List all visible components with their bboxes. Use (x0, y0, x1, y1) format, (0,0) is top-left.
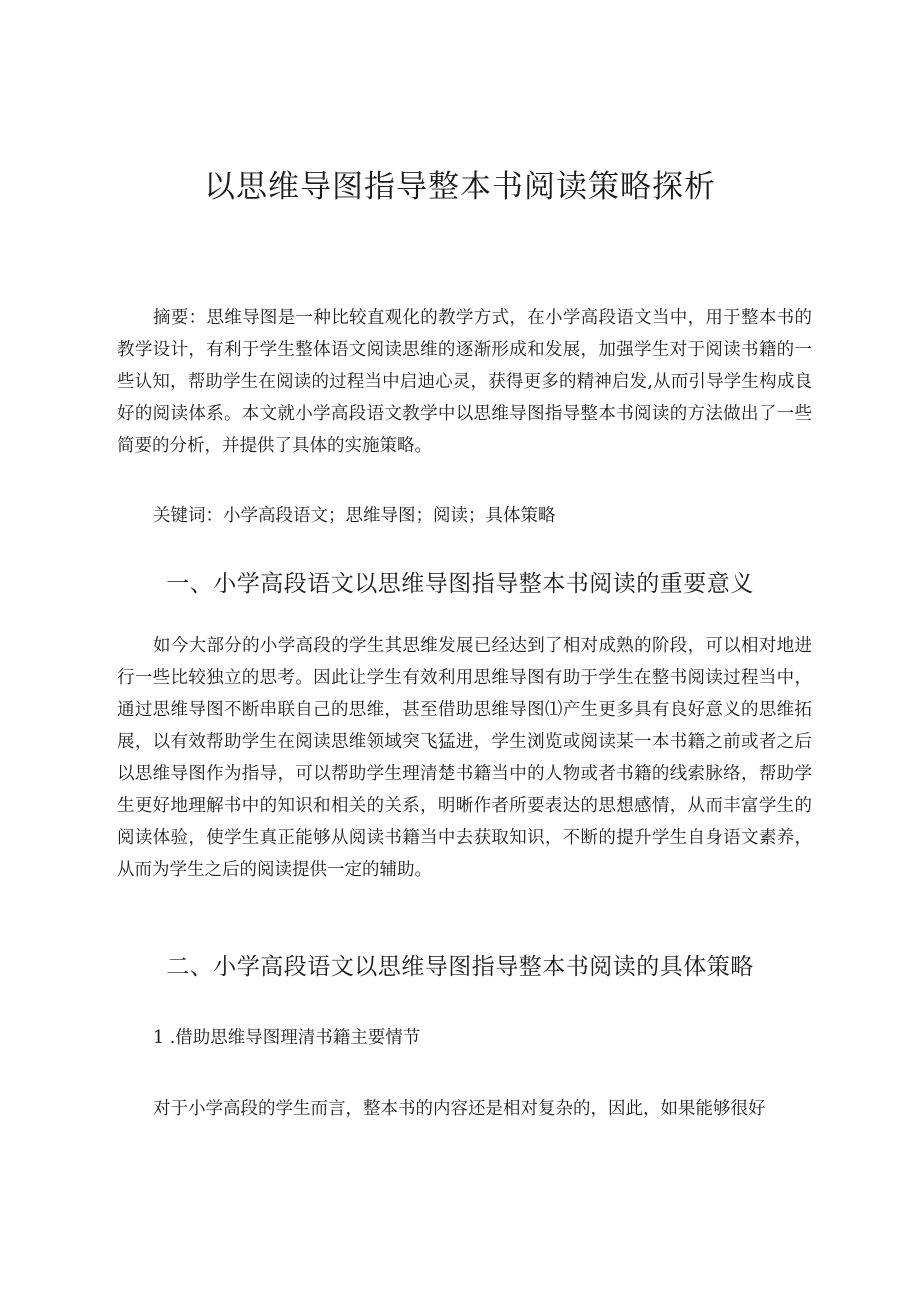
abstract-paragraph: 摘要：思维导图是一种比较直观化的教学方式，在小学高段语文当中，用于整本书的教学设计，有利于学生整体语文阅读思维的逐渐形成和发展，加强学生对于阅读书籍的一些认知，帮助学生在阅读的过程当中启迪心灵，获得更多的精神启发,从而引导学生构成良好的阅读体系。本文就小学高段语文教学中以思维导图指导整本书阅读的方法做出了一些简要的分析，并提供了具体的实施策略。 (117, 308, 812, 456)
section-1-heading: 一、小学高段语文以思维导图指导整本书阅读的重要意义 (166, 571, 754, 597)
section-1-paragraph: 如今大部分的小学高段的学生其思维发展已经达到了相对成熟的阶段，可以相对地进行一些比较独立的思考。因此让学生有效利用思维导图有助于学生在整书阅读过程当中，通过思维导图不断串联自己的思维，甚至借助思维导图⑴产生更多具有良好意义的思维拓展，以有效帮助学生在阅读思维领域突飞猛进，学生浏览或阅读某一本书籍之前或者之后以思维导图作为指导，可以帮助学生理清楚书籍当中的人物或者书籍的线索脉络，帮助学生更好地理解书中的知识和相关的关系，明晰作者所要表达的思想感情，从而丰富学生的阅读体验，使学生真正能够从阅读书籍当中去获取知识，不断的提升学生自身语文素养，从而为学生之后的阅读提供一定的辅助。 (117, 636, 812, 880)
section-2-paragraph: 对于小学高段的学生而言，整本书的内容还是相对复杂的，因此，如果能够很好 (153, 1099, 766, 1119)
document-title: 以思维导图指导整本书阅读策略探析 (204, 169, 716, 205)
keywords-line: 关键词：小学高段语文；思维导图；阅读；具体策略 (153, 506, 556, 526)
section-2-heading: 二、小学高段语文以思维导图指导整本书阅读的具体策略 (166, 954, 754, 980)
section-2-subheading: 1 .借助思维导图理清书籍主要情节 (153, 1028, 421, 1048)
